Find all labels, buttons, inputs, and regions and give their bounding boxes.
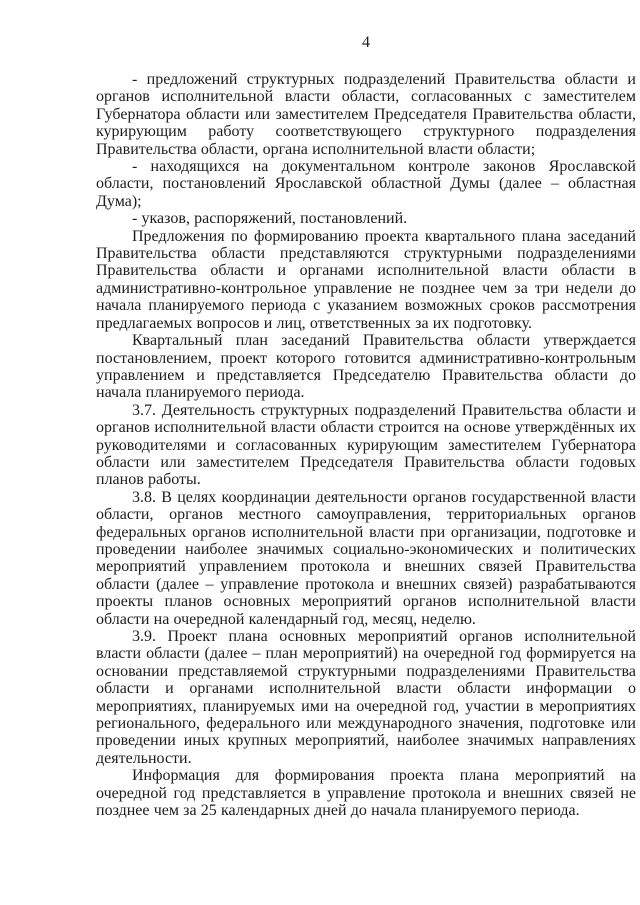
paragraph-documentary-control: - находящихся на документальном контроле законов Ярославской области, постановлений Ярославской областной Думы (далее – областная Дума); (96, 158, 636, 210)
paragraph-proposals-subdivisions: - предложений структурных подразделений Правительства области и органов исполнительной власти области, согласованных с заместителем Губернатора области или заместителем Председателя Правительства области, курирующим работу соответствующего структурного подразделения Правительства области, органа исполнительной власти области; (96, 71, 636, 158)
page-number: 4 (362, 34, 370, 51)
paragraph-clause-3-8: 3.8. В целях координации деятельности органов государственной власти области, органов местного самоуправления, территориальных органов федеральных органов исполнительной власти при организации, подготовке и проведении наиболее значимых социально-экономических и политических мероприятий управлением протокола и внешних связей Правительства области (далее – управление протокола и внешних связей) разрабатываются проекты планов основных мероприятий органов исполнительной власти области на очередной календарный год, месяц, неделю. (96, 488, 636, 628)
paragraph-clause-3-9: 3.9. Проект плана основных мероприятий органов исполнительной власти области (далее – план мероприятий) на очередной год формируется на основании представляемой структурными подразделениями Правительства области и органами исполнительной власти области информации о мероприятиях, планируемых ими на очередной год, участии в мероприятиях регионального, федерального или международного значения, подготовке или проведении иных крупных мероприятий, наиболее значимых направлениях деятельности. (96, 628, 636, 767)
paragraph-decrees: - указов, распоряжений, постановлений. (132, 210, 408, 228)
paragraph-clause-3-7: 3.7. Деятельность структурных подразделений Правительства области и органов исполнительной власти области строится на основе утверждённых их руководителями и согласованных курирующим заместителем Губернатора области или заместителем Председателя Правительства области годовых планов работы. (96, 401, 636, 489)
paragraph-quarterly-plan-approval: Квартальный план заседаний Правительства области утверждается постановлением, проект которого готовится административно-контрольным управлением и представляется Председателю Правительства области до начала планируемого периода. (96, 332, 636, 402)
paragraph-quarterly-plan-proposals: Предложения по формированию проекта квартального плана заседаний Правительства области представляются структурными подразделениями Правительства области и органами исполнительной власти области в административно-контрольное управление не позднее чем за три недели до начала планируемого периода с указанием возможных сроков рассмотрения предлагаемых вопросов и лиц, ответственных за их подготовку. (96, 227, 636, 332)
document-body (96, 71, 636, 819)
paragraph-info-submission: Информация для формирования проекта плана мероприятий на очередной год представляется в управление протокола и внешних связей не позднее чем за 25 календарных дней до начала планируемого периода. (96, 767, 636, 820)
